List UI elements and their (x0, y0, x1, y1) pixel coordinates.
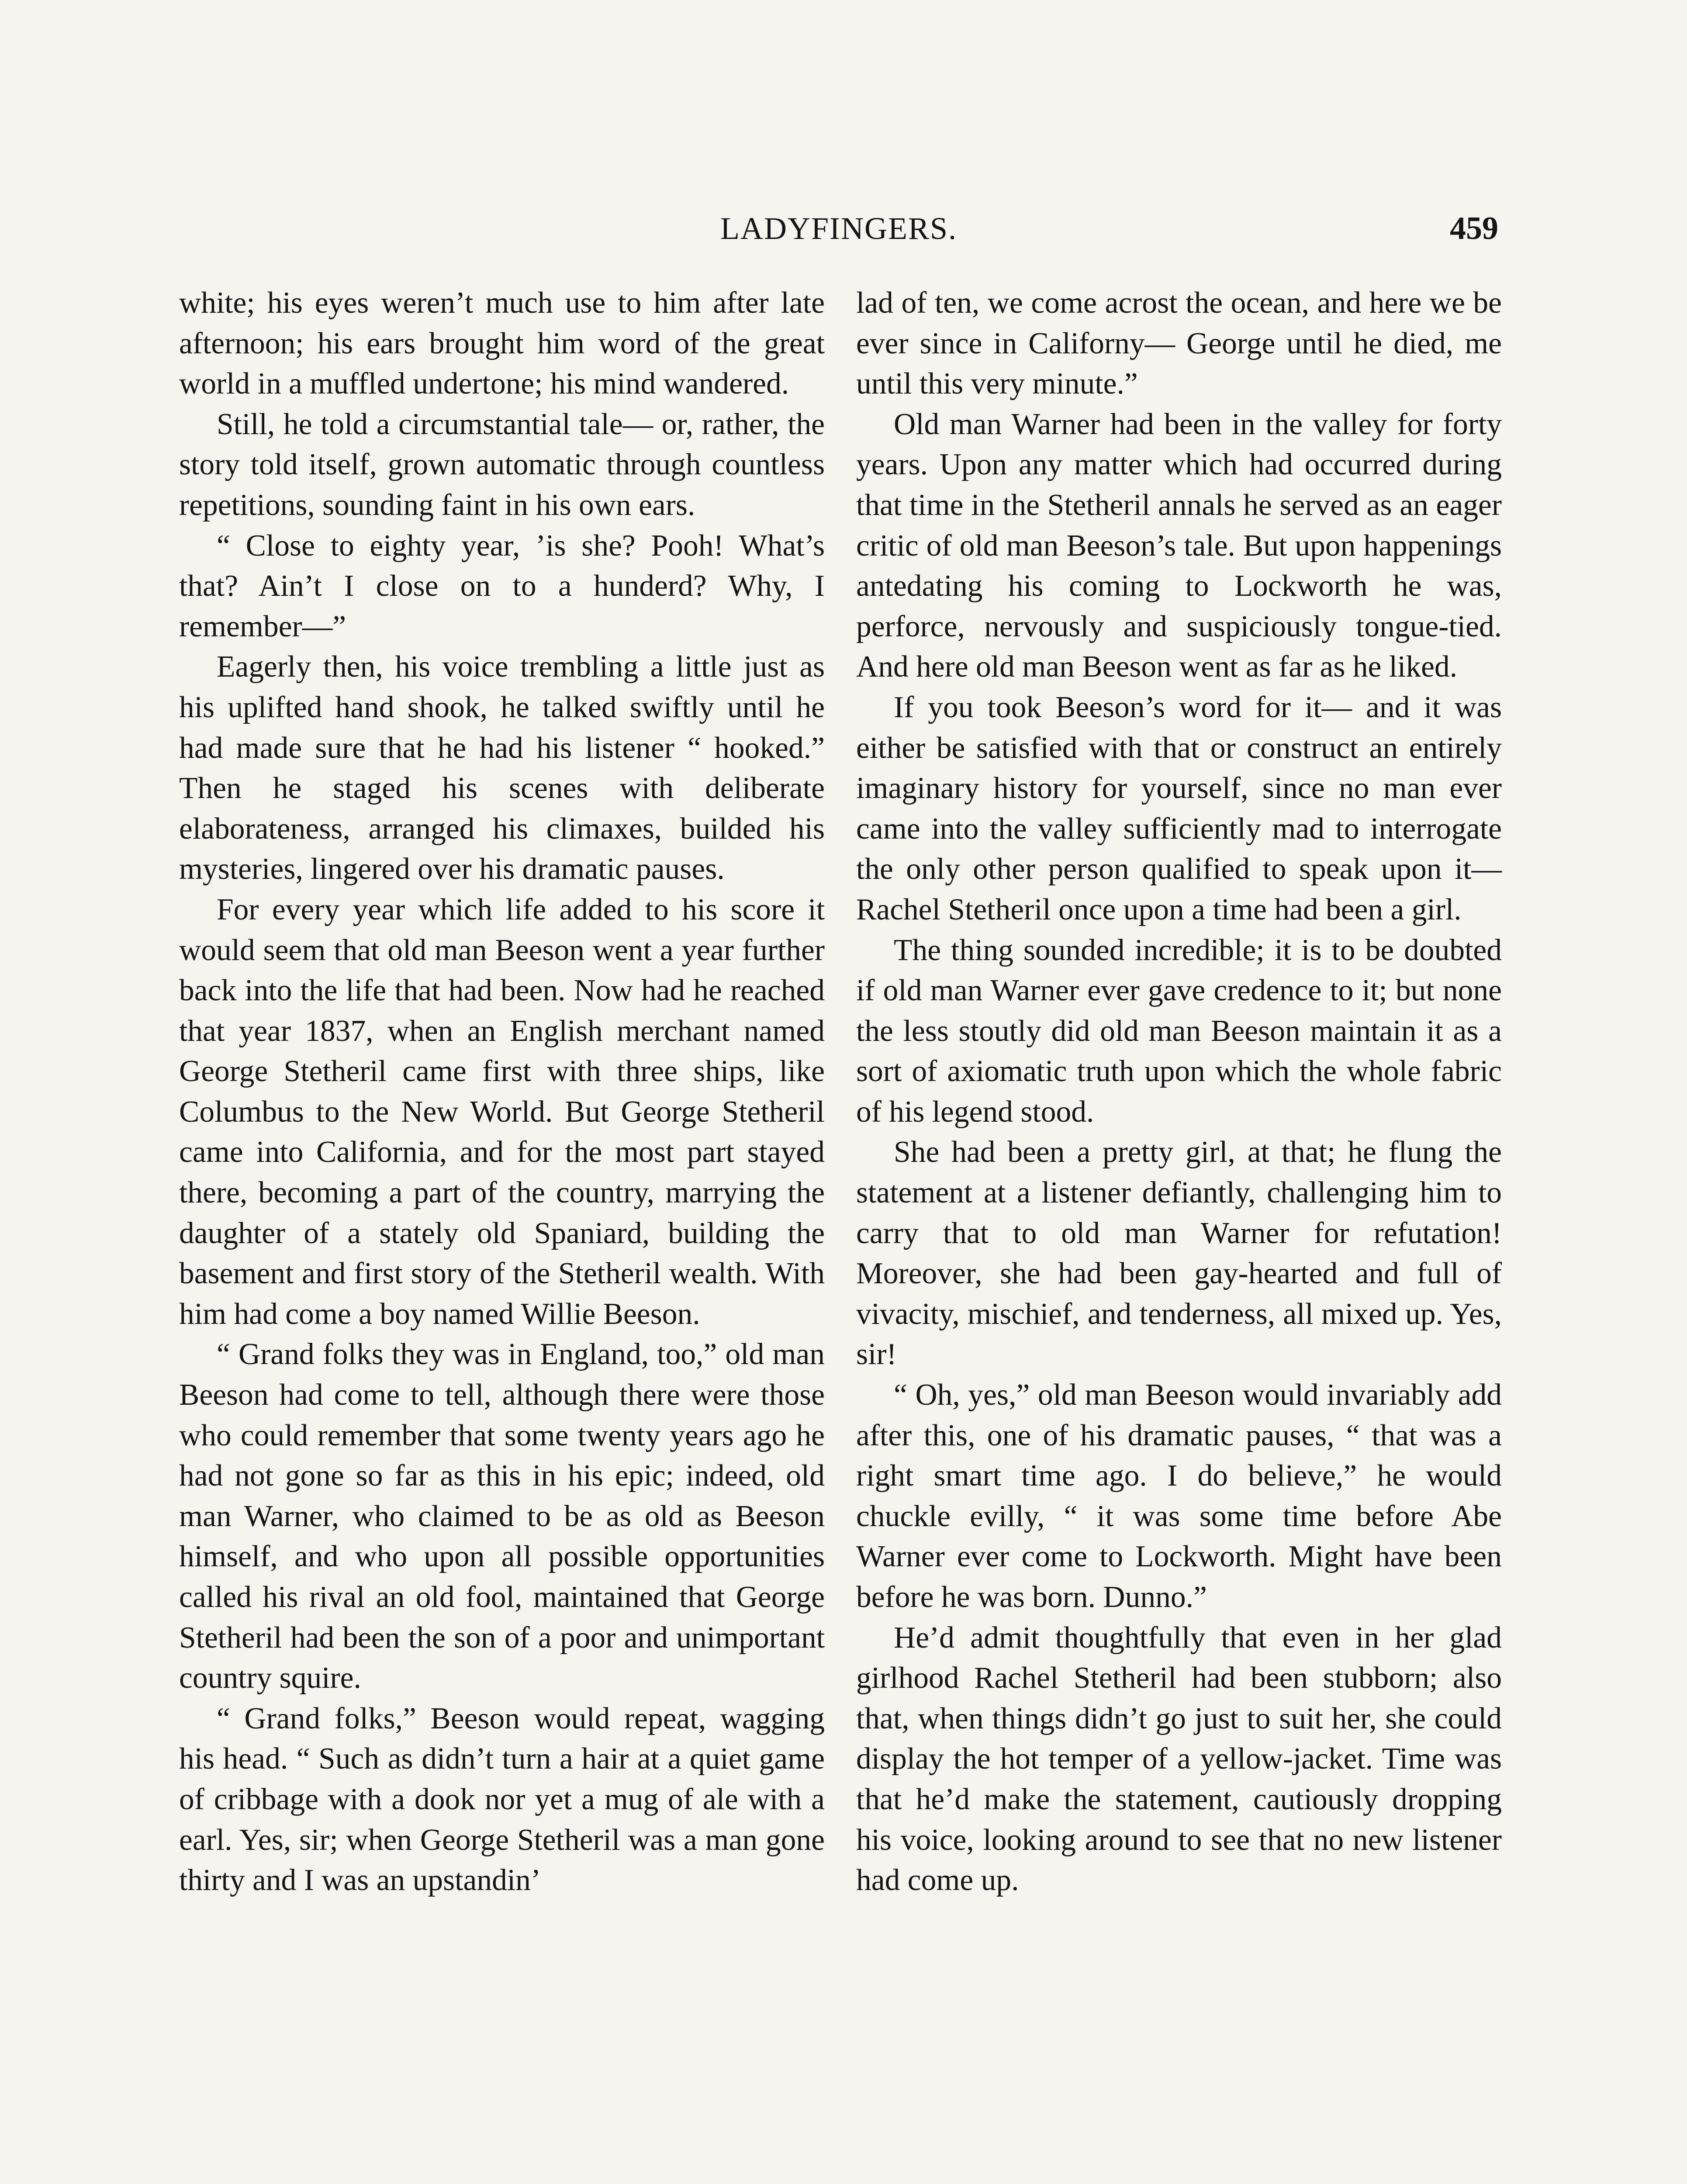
paragraph: She had been a pretty girl, at that; he flung the statement at a listener defiantly, challenging him to carry that to old man Warner for refutation! Moreover, she had been gay-hearted and full of vivacity, mischief, and tenderness, all mixed up. Yes, sir! (856, 1135, 1502, 1372)
paragraph: Still, he told a circumstantial tale— or, rather, the story told itself, grown automatic through countless repetitions, sounding faint in his own ears. (179, 407, 825, 522)
left-text-column (179, 283, 825, 2184)
paragraph: lad of ten, we come acrost the ocean, and here we be ever since in Californy— George until he died, me until this very minute.” (856, 286, 1502, 401)
paragraph: Old man Warner had been in the valley for forty years. Upon any matter which had occurred during that time in the Stetheril annals he served as an eager critic of old man Beeson’s tale. But upon happenings antedating his coming to Lockworth he was, perforce, nervously and suspiciously tongue-tied. And here old man Beeson went as far as he liked. (856, 407, 1502, 684)
running-header (179, 209, 1498, 248)
paragraph: “ Close to eighty year, ’is she? Pooh! What’s that? Ain’t I close on to a hunderd? Why, I remember—” (179, 529, 825, 643)
page-number: 459 (1450, 211, 1498, 246)
running-title: LADYFINGERS. (720, 211, 958, 246)
paragraph: He’d admit thoughtfully that even in her glad girlhood Rachel Stetheril had been stubborn; also that, when things didn’t go just to suit her, she could display the hot temper of a yellow-jacket. Time was that he’d make the statement, cautiously dropping his voice, looking around to see that no new listener had come up. (856, 1621, 1502, 1897)
paragraph: white; his eyes weren’t much use to him after late afternoon; his ears brought him word of the great world in a muffled undertone; his mind wandered. (179, 286, 825, 401)
paragraph: Eagerly then, his voice trembling a little just as his uplifted hand shook, he talked swiftly until he had made sure that he had his listener “ hooked.” Then he staged his scenes with deliberate elaborateness, arranged his climaxes, builded his mysteries, lingered over his dramatic pauses. (179, 650, 825, 886)
paragraph: The thing sounded incredible; it is to be doubted if old man Warner ever gave credence to it; but none the less stoutly did old man Beeson maintain it as a sort of axiomatic truth upon which the whole fabric of his legend stood. (856, 933, 1502, 1129)
paragraph: “ Grand folks they was in England, too,” old man Beeson had come to tell, although there were those who could remember that some twenty years ago he had not gone so far as this in his epic; indeed, old man Warner, who claimed to be as old as Beeson himself, and who upon all possible opportunities called his rival an old fool, maintained that George Stetheril had been the son of a poor and unimportant country squire. (179, 1337, 825, 1695)
paragraph: “ Grand folks,” Beeson would repeat, wagging his head. “ Such as didn’t turn a hair at a quiet game of cribbage with a dook nor yet a mug of ale with a earl. Yes, sir; when George Stetheril was a man gone thirty and I was an upstandin’ (179, 1701, 825, 1897)
paragraph: If you took Beeson’s word for it— and it was either be satisfied with that or construct an entirely imaginary history for yourself, since no man ever came into the valley sufficiently mad to interrogate the only other person qualified to speak upon it—Rachel Stetheril once upon a time had been a girl. (856, 690, 1502, 926)
paragraph: For every year which life added to his score it would seem that old man Beeson went a year further back into the life that had been. Now had he reached that year 1837, when an English merchant named George Stetheril came first with three ships, like Columbus to the New World. But George Stetheril came into California, and for the most part stayed there, becoming a part of the country, marrying the daughter of a stately old Spaniard, building the basement and first story of the Stetheril wealth. With him had come a boy named Willie Beeson. (179, 892, 825, 1331)
right-text-column (856, 283, 1502, 2184)
paragraph: “ Oh, yes,” old man Beeson would invariably add after this, one of his dramatic pauses, “ that was a right smart time ago. I do believe,” he would chuckle evilly, “ it was some time before Abe Warner ever come to Lockworth. Might have been before he was born. Dunno.” (856, 1378, 1502, 1614)
